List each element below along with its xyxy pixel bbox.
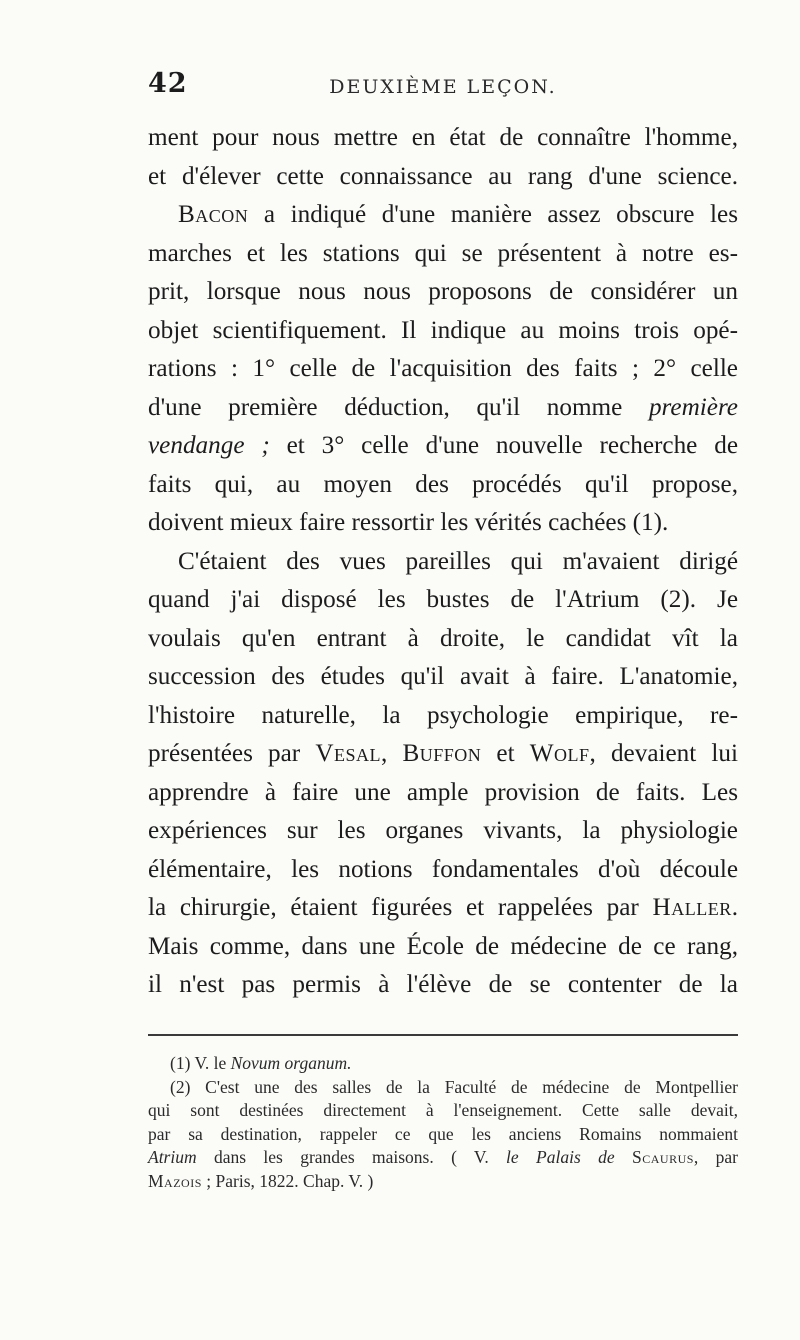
text-line: objet scientifiquement. Il indique au moins trois opé- [148,316,738,344]
text-line: expériences sur les organes vivants, la physiologie [148,817,738,844]
text-line: voulais qu'en entrant à droite, le candidat vît la [148,624,738,652]
text-line: marches et les stations qui se présentent à notre es- [148,239,738,267]
text-fragment: présentées par [148,740,316,767]
text-fragment: la chirurgie, étaient figurées et rappelées par [148,894,653,921]
text-line: C'étaient des vues pareilles qui m'avaient dirigé [178,547,738,575]
text-line: ment pour nous mettre en état de connaître l'homme, [148,124,738,151]
text-line: succession des études qu'il avait à faire. L'anatomie, [148,663,738,690]
footnote-2-line: par sa destination, rappeler ce que les anciens Romains nommaient [148,1123,738,1144]
text-line: rations : 1° celle de l'acquisition des faits ; 2° celle [148,355,738,382]
text-line [148,427,738,466]
page-number: 42 [148,68,188,99]
text-line [148,389,738,428]
author-name: Buffon [402,740,482,767]
text-fragment: dans les grandes maisons. ( V. [196,1147,507,1167]
footnote-2-line [148,1170,738,1194]
text-line: l'histoire naturelle, la psychologie empirique, re- [148,701,738,729]
text-line [148,735,738,774]
text-line [148,889,738,928]
running-title: DEUXIÈME LEÇON. [329,76,557,98]
text-fragment: . [731,894,738,921]
text-line: apprendre à faire une ample provision de faits. Les [148,778,738,806]
author-name: Wolf [529,740,590,767]
text-fragment: , devaient lui [589,740,739,767]
text-line: Mais comme, dans une École de médecine de ce rang, [148,932,738,960]
text-line: doivent mieux faire ressortir les vérités cachées (1). [148,509,669,536]
text-fragment: , par [693,1147,738,1167]
author-name: Mazois [148,1170,202,1191]
main-text [148,119,738,1005]
footnotes [148,1052,738,1193]
footnote-2-line: (2) C'est une des salles de la Faculté de médecine de Montpellier [170,1076,738,1097]
italic-term: Atrium [148,1147,197,1167]
text-fragment: , [381,740,403,767]
text-fragment: d'une première déduction, qu'il nomme [148,393,649,421]
text-fragment: ; Paris, 1822. Chap. V. ) [201,1170,374,1191]
text-line: prit, lorsque nous nous proposons de considérer un [148,278,738,305]
footnote-1 [148,1052,738,1076]
text-fragment: (1) V. le [170,1053,231,1073]
page-header [148,68,738,108]
author-name: Bacon [178,201,249,228]
footnote-2-line [148,1146,738,1170]
text-line: faits qui, au moyen des procédés qu'il propose, [148,470,738,498]
text-fragment: et [481,740,530,767]
author-name: Haller [652,894,732,921]
italic-term: le Palais de [506,1147,615,1167]
italic-term: Novum organum. [230,1053,352,1073]
author-name: Scaurus [632,1147,694,1167]
footnote-2-line: qui sont destinées directement à l'enseignement. Cette salle devait, [148,1100,738,1120]
text-fragment: et 3° celle d'une nouvelle recherche de [269,432,738,459]
text-line: quand j'ai disposé les bustes de l'Atrium (2). Je [148,586,738,613]
text-fragment [615,1147,632,1167]
text-line [148,196,738,235]
italic-term: première [648,393,738,421]
text-line: et d'élever cette connaissance au rang d'une science. [148,162,738,190]
italic-term: vendange ; [148,432,270,459]
author-name: Vesal [315,740,382,767]
text-line: élémentaire, les notions fondamentales d'où découle [148,855,738,883]
text-fragment: a indiqué d'une manière assez obscure les [248,201,738,228]
footnote-divider [148,1034,738,1036]
text-line: il n'est pas permis à l'élève de se contenter de la [148,971,738,998]
